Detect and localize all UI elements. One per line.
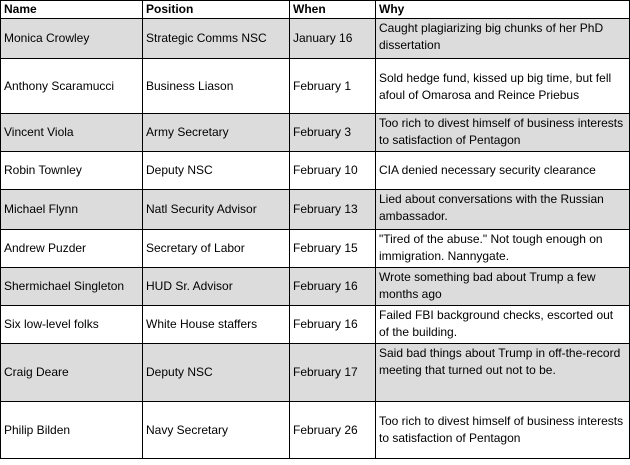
when-cell: February 15 [290,230,376,268]
when-cell: February 3 [290,114,376,152]
why-cell: CIA denied necessary security clearance [376,152,630,190]
when-cell: February 16 [290,306,376,344]
why-cell: Said bad things about Trump in off-the-record meeting that turned out not to be. [376,344,630,402]
when-header: When [290,1,376,19]
name-cell: Robin Townley [1,152,143,190]
name-cell: Anthony Scaramucci [1,59,143,114]
when-cell: January 16 [290,19,376,59]
position-cell: Secretary of Labor [143,230,290,268]
header-row [1,1,630,19]
why-header: Why [376,1,630,19]
name-header: Name [1,1,143,19]
position-cell: HUD Sr. Advisor [143,268,290,306]
table-row [1,19,630,59]
position-cell: Natl Security Advisor [143,190,290,230]
when-cell: February 17 [290,344,376,402]
why-cell: Wrote something bad about Trump a few months ago [376,268,630,306]
why-cell: Too rich to divest himself of business interests to satisfaction of Pentagon [376,114,630,152]
why-cell: Failed FBI background checks, escorted out of the building. [376,306,630,344]
when-cell: February 16 [290,268,376,306]
position-cell: Strategic Comms NSC [143,19,290,59]
table-row [1,190,630,230]
when-cell: February 13 [290,190,376,230]
position-cell: Army Secretary [143,114,290,152]
position-header: Position [143,1,290,19]
table-row [1,402,630,459]
when-cell: February 10 [290,152,376,190]
position-cell: Navy Secretary [143,402,290,459]
why-cell: Lied about conversations with the Russian ambassador. [376,190,630,230]
table-row [1,268,630,306]
position-cell: Business Liason [143,59,290,114]
why-cell: "Tired of the abuse." Not tough enough on immigration. Nannygate. [376,230,630,268]
position-cell: Deputy NSC [143,152,290,190]
why-cell: Caught plagiarizing big chunks of her PhD dissertation [376,19,630,59]
name-cell: Six low-level folks [1,306,143,344]
table-row [1,230,630,268]
name-cell: Craig Deare [1,344,143,402]
when-cell: February 26 [290,402,376,459]
position-cell: White House staffers [143,306,290,344]
position-cell: Deputy NSC [143,344,290,402]
name-cell: Shermichael Singleton [1,268,143,306]
name-cell: Monica Crowley [1,19,143,59]
table-row [1,344,630,402]
name-cell: Vincent Viola [1,114,143,152]
table-row [1,59,630,114]
table-row [1,152,630,190]
why-cell: Too rich to divest himself of business interests to satisfaction of Pentagon [376,402,630,459]
table-row [1,306,630,344]
when-cell: February 1 [290,59,376,114]
table-row [1,114,630,152]
name-cell: Philip Bilden [1,402,143,459]
why-cell: Sold hedge fund, kissed up big time, but fell afoul of Omarosa and Reince Priebus [376,59,630,114]
name-cell: Andrew Puzder [1,230,143,268]
name-cell: Michael Flynn [1,190,143,230]
